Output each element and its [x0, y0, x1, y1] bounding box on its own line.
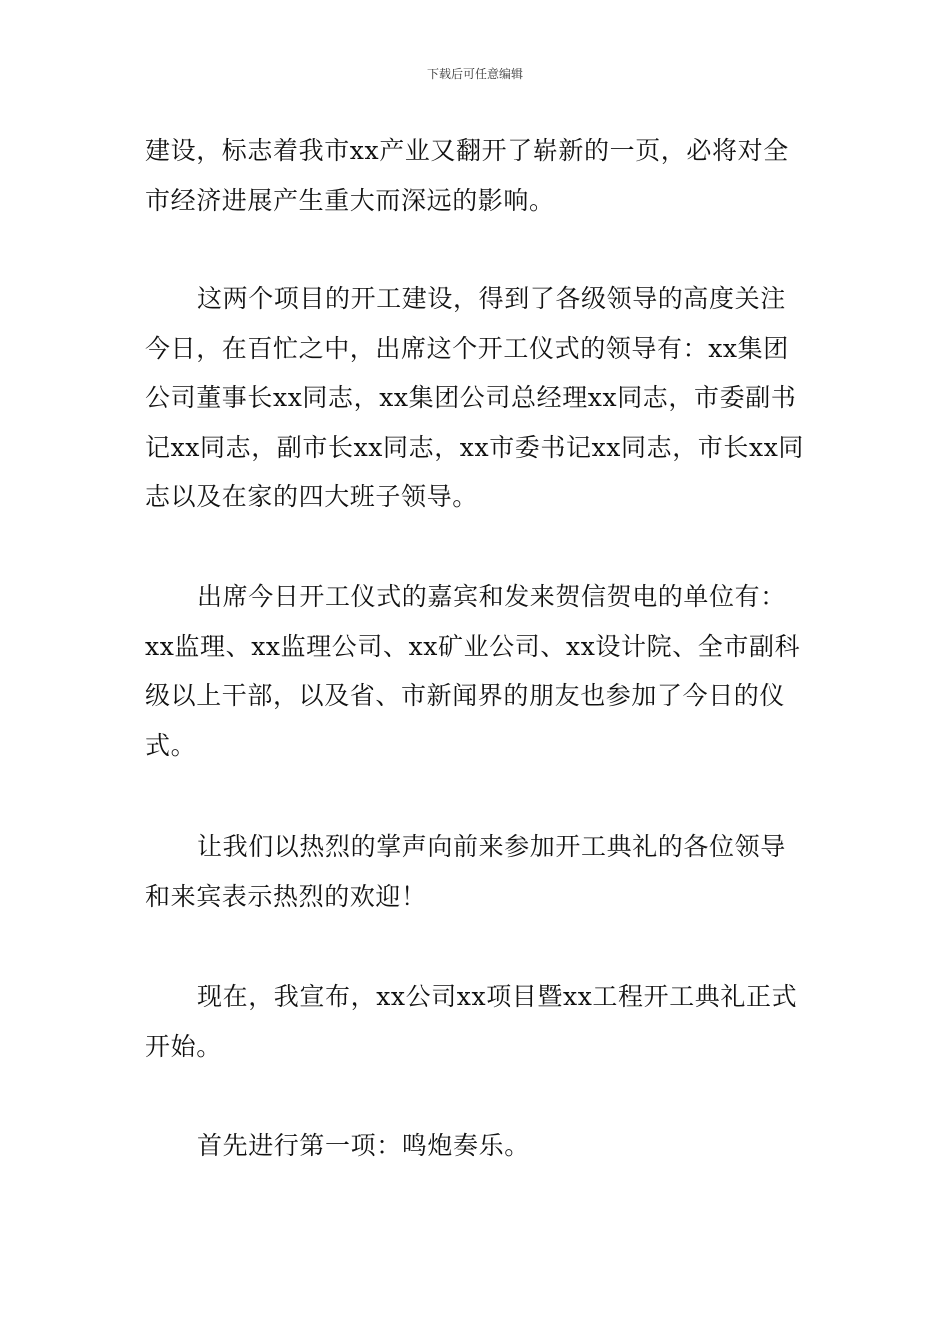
paragraph-continuation: 建设，标志着我市xx产业又翻开了崭新的一页，必将对全市经济进展产生重大而深远的影响。 — [145, 136, 789, 215]
paragraph-guests: 出席今日开工仪式的嘉宾和发来贺信贺电的单位有：xx监理、xx监理公司、xx矿业公司、xx设计院、全市副科级以上干部，以及省、市新闻界的朋友也参加了今日的仪式。 — [145, 582, 801, 760]
paragraph-welcome: 让我们以热烈的掌声向前来参加开工典礼的各位领导和来宾表示热烈的欢迎！ — [145, 832, 786, 911]
page-header-note: 下载后可任意编辑 — [426, 67, 523, 81]
paragraph-leaders: 这两个项目的开工建设，得到了各级领导的高度关注今日，在百忙之中，出席这个开工仪式的领导有：xx集团公司董事长xx同志，xx集团公司总经理xx同志，市委副书记xx同志，副市长xx同志，xx市委书记xx同志，市长xx同志以及在家的四大班子领导。 — [145, 284, 804, 511]
paragraph-announcement: 现在，我宣布，xx公司xx项目暨xx工程开工典礼正式开始。 — [145, 982, 798, 1061]
paragraph-first-item: 首先进行第一项：鸣炮奏乐。 — [197, 1131, 530, 1160]
